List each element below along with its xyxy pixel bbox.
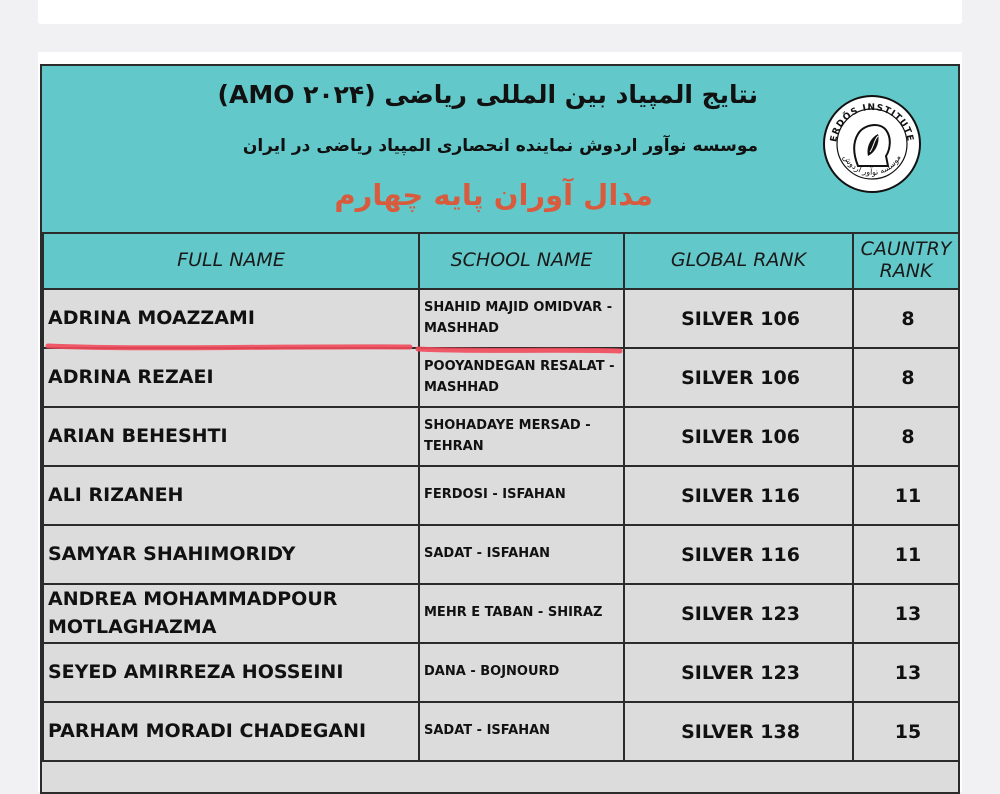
cell-full-name: SAMYAR SHAHIMORIDY bbox=[43, 525, 419, 584]
cell-school-name: SHAHID MAJID OMIDVAR - MASHHAD bbox=[419, 289, 624, 348]
svg-text:ERDŐS INSTITUTE: ERDŐS INSTITUTE bbox=[829, 102, 915, 143]
cell-full-name: ANDREA MOHAMMADPOUR MOTLAGHAZMA bbox=[43, 584, 419, 643]
cell-country-rank: 8 bbox=[853, 348, 959, 407]
cell-global-rank: SILVER 123 bbox=[624, 643, 853, 702]
cell-global-rank: SILVER 106 bbox=[624, 289, 853, 348]
cell-country-rank: 11 bbox=[853, 525, 959, 584]
cell-school-name: DANA - BOJNOURD bbox=[419, 643, 624, 702]
table-row bbox=[43, 466, 959, 525]
table-row bbox=[43, 348, 959, 407]
results-table bbox=[42, 232, 960, 762]
cell-country-rank: 8 bbox=[853, 289, 959, 348]
table-row bbox=[43, 289, 959, 348]
cell-school-name: MEHR E TABAN - SHIRAZ bbox=[419, 584, 624, 643]
cell-country-rank: 13 bbox=[853, 584, 959, 643]
document-subtitle: موسسه نوآور اردوش نماینده انحصاری المپیاد ریاضی در ایران bbox=[242, 136, 758, 156]
cell-full-name: ARIAN BEHESHTI bbox=[43, 407, 419, 466]
table-row bbox=[43, 643, 959, 702]
cell-global-rank: SILVER 106 bbox=[624, 348, 853, 407]
cell-global-rank: SILVER 116 bbox=[624, 525, 853, 584]
previous-card bbox=[38, 0, 962, 24]
header-banner bbox=[42, 66, 958, 234]
cell-country-rank: 15 bbox=[853, 702, 959, 761]
cell-school-name: POOYANDEGAN RESALAT - MASHHAD bbox=[419, 348, 624, 407]
column-header-global-rank: GLOBAL RANK bbox=[624, 233, 853, 289]
results-document bbox=[40, 64, 960, 794]
column-header-school-name: SCHOOL NAME bbox=[419, 233, 624, 289]
cell-full-name: PARHAM MORADI CHADEGANI bbox=[43, 702, 419, 761]
table-header-row bbox=[43, 233, 959, 289]
document-title: نتایج المپیاد بین المللی ریاضی (AMO ۲۰۲۴) bbox=[217, 80, 758, 109]
cell-school-name: SADAT - ISFAHAN bbox=[419, 702, 624, 761]
table-row bbox=[43, 584, 959, 643]
svg-text:موسسه نوآور اردوش: موسسه نوآور اردوش bbox=[841, 153, 903, 177]
cell-school-name: SHOHADAYE MERSAD - TEHRAN bbox=[419, 407, 624, 466]
cell-global-rank: SILVER 116 bbox=[624, 466, 853, 525]
cell-school-name: FERDOSI - ISFAHAN bbox=[419, 466, 624, 525]
erdos-institute-logo bbox=[822, 94, 922, 194]
column-header-country-rank: CAUNTRY RANK bbox=[853, 233, 959, 289]
cell-country-rank: 11 bbox=[853, 466, 959, 525]
cell-school-name: SADAT - ISFAHAN bbox=[419, 525, 624, 584]
cell-full-name: ADRINA REZAEI bbox=[43, 348, 419, 407]
cell-global-rank: SILVER 138 bbox=[624, 702, 853, 761]
table-row bbox=[43, 407, 959, 466]
cell-full-name: ADRINA MOAZZAMI bbox=[43, 289, 419, 348]
table-row bbox=[43, 702, 959, 761]
column-header-full-name: FULL NAME bbox=[43, 233, 419, 289]
cell-country-rank: 13 bbox=[853, 643, 959, 702]
table-row bbox=[43, 525, 959, 584]
cell-country-rank: 8 bbox=[853, 407, 959, 466]
cell-global-rank: SILVER 106 bbox=[624, 407, 853, 466]
cell-full-name: SEYED AMIRREZA HOSSEINI bbox=[43, 643, 419, 702]
section-title: مدال آوران پایه چهارم bbox=[334, 178, 653, 212]
cell-global-rank: SILVER 123 bbox=[624, 584, 853, 643]
cell-full-name: ALI RIZANEH bbox=[43, 466, 419, 525]
